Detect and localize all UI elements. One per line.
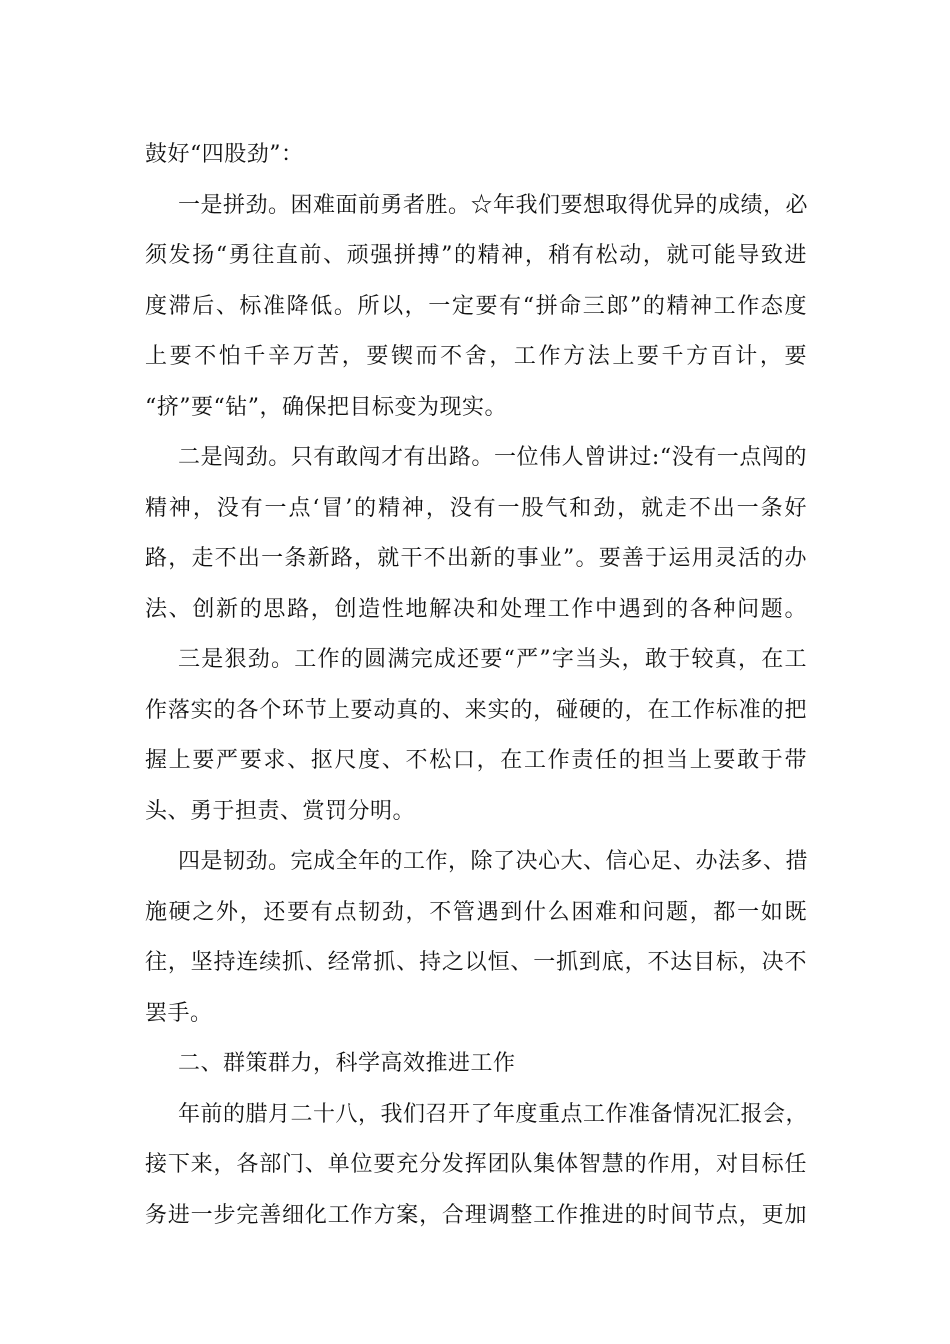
text-line: 头、勇于担责、赏罚分明。 [145, 798, 416, 824]
text-line: 度滞后、标准降低。所以，一定要有“拼命三郎”的精神工作态度 [145, 293, 807, 319]
text-line: 施硬之外，还要有点韧劲，不管遇到什么困难和问题，都一如既 [145, 899, 807, 925]
text-line: 握上要严要求、抠尺度、不松口，在工作责任的担当上要敢于带 [145, 748, 807, 773]
section-heading: 二、群策群力，科学高效推进工作 [178, 1051, 516, 1076]
text-line: 三是狠劲。工作的圆满完成还要“严”字当头，敢于较真，在工 [178, 647, 807, 672]
document-body [145, 130, 807, 1241]
text-line: 须发扬“勇往直前、顽强拼搏”的精神，稍有松动，就可能导致进 [145, 243, 807, 268]
text-line: 鼓好“四股劲”： [145, 142, 304, 167]
text-line: 法、创新的思路，创造性地解决和处理工作中遇到的各种问题。 [145, 596, 807, 622]
text-line: 务进一步完善细化工作方案，合理调整工作推进的时间节点，更加 [145, 1202, 807, 1228]
text-line: 往，坚持连续抓、经常抓、持之以恒、一抓到底，不达目标，决不 [145, 950, 807, 975]
text-line: 二是闯劲。只有敢闯才有出路。一位伟人曾讲过:“没有一点闯的 [178, 445, 807, 470]
text-line: 一是拼劲。困难面前勇者胜。☆年我们要想取得优异的成绩，必 [178, 192, 809, 218]
text-line: 罢手。 [145, 1000, 213, 1026]
text-line: 上要不怕千辛万苦，要锲而不舍，工作方法上要千方百计，要 [145, 344, 807, 369]
text-line: 接下来，各部门、单位要充分发挥团队集体智慧的作用，对目标任 [145, 1152, 807, 1177]
text-line: “挤”要“钻”，确保把目标变为现实。 [145, 394, 507, 420]
text-line: 四是韧劲。完成全年的工作，除了决心大、信心足、办法多、措 [178, 849, 809, 874]
text-line: 精神，没有一点‘冒’的精神，没有一股气和劲，就走不出一条好 [145, 495, 807, 521]
text-line: 年前的腊月二十八，我们召开了年度重点工作准备情况汇报会， [178, 1101, 809, 1127]
text-line: 路，走不出一条新路，就干不出新的事业”。要善于运用灵活的办 [145, 546, 807, 571]
text-line: 作落实的各个环节上要动真的、来实的，碰硬的，在工作标准的把 [145, 697, 807, 723]
